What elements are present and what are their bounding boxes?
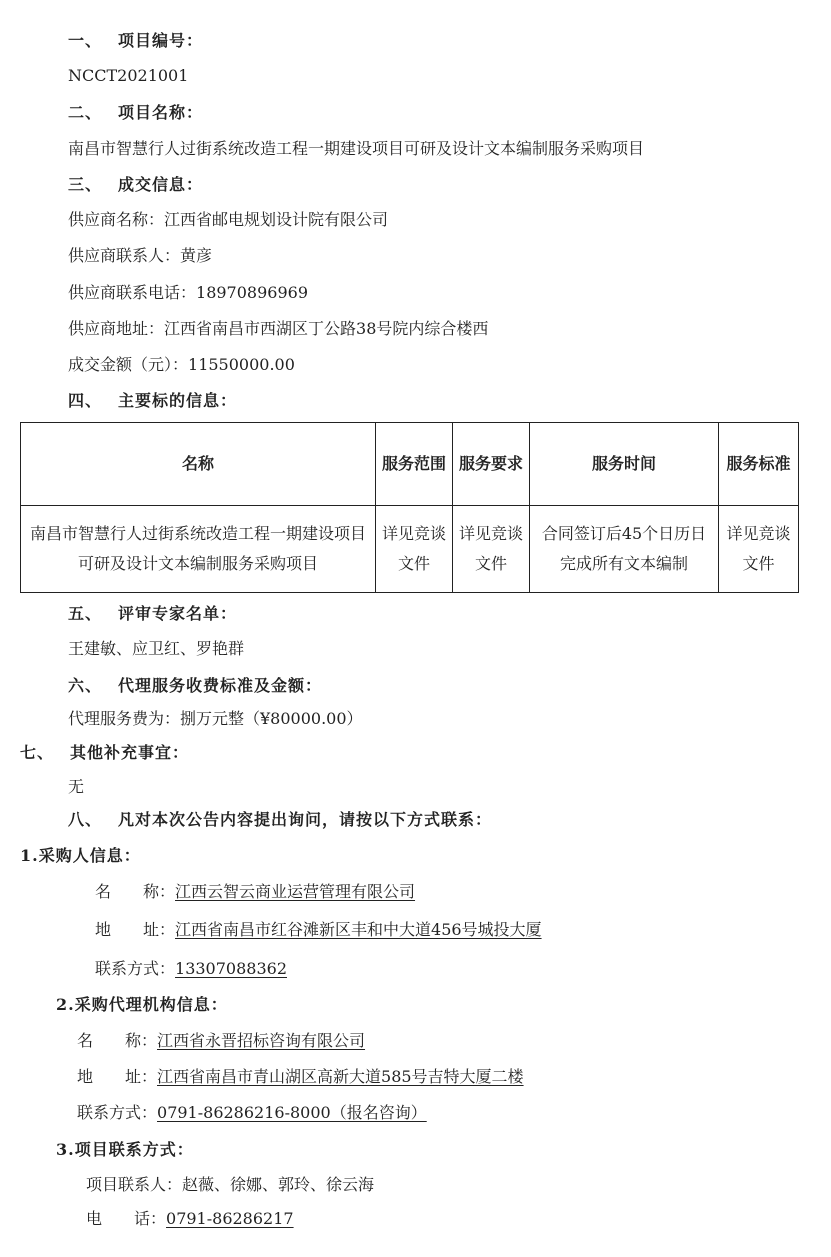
supplier-contact-row: 供应商联系人：黄彦: [68, 246, 213, 265]
project-contact-heading: 3.项目联系方式：: [56, 1140, 194, 1159]
supplier-phone-value: 18970896969: [196, 283, 308, 302]
section-4-heading: 四、 主要标的信息：: [68, 391, 238, 410]
table-cell: 详见竞谈文件: [453, 506, 530, 593]
project-contact-phone-row: 电 话：0791-86286217: [86, 1209, 294, 1228]
agency-address-row: 地 址：江西省南昌市青山湖区高新大道585号吉特大厦二楼: [77, 1067, 524, 1086]
supplier-address-value: 江西省南昌市西湖区丁公路38号院内综合楼西: [164, 319, 489, 338]
experts-list: 王建敏、应卫红、罗艳群: [68, 639, 245, 658]
table-header-cell: 服务标准: [719, 423, 799, 506]
table-header-cell: 服务要求: [453, 423, 530, 506]
project-name: 南昌市智慧行人过街系统改造工程一期建设项目可研及设计文本编制服务采购项目: [68, 139, 645, 158]
section-2-heading: 二、 项目名称：: [68, 103, 204, 122]
purchaser-heading: 1.采购人信息：: [20, 846, 141, 865]
project-number: NCCT2021001: [68, 66, 189, 85]
project-contact-people-value: 赵薇、徐娜、郭玲、徐云海: [182, 1175, 375, 1194]
purchaser-phone-value: 13307088362: [175, 959, 287, 978]
supplier-name-label: 供应商名称：: [68, 210, 165, 229]
section-3-heading: 三、 成交信息：: [68, 175, 204, 194]
award-info-table: [20, 422, 799, 593]
supplier-phone-row: 供应商联系电话：18970896969: [68, 283, 308, 302]
table-cell: 合同签订后45个日历日完成所有文本编制: [530, 506, 719, 593]
supplier-name-row: [68, 209, 388, 231]
supplier-address-row: 供应商地址：江西省南昌市西湖区丁公路38号院内综合楼西: [68, 319, 489, 338]
table-header-cell: 服务范围: [376, 423, 453, 506]
purchaser-name-value: 江西云智云商业运营管理有限公司: [175, 882, 416, 901]
agency-fee: 代理服务费为：捌万元整（¥80000.00）: [68, 709, 363, 728]
agency-name-row: 名 称：江西省永晋招标咨询有限公司: [77, 1031, 366, 1050]
table-header-cell: 服务时间: [530, 423, 719, 506]
deal-amount-row: 成交金额（元）：11550000.00: [68, 355, 295, 374]
project-contact-people-row: 项目联系人：赵薇、徐娜、郭玲、徐云海: [86, 1175, 375, 1194]
table-header-cell: 名称: [21, 423, 376, 506]
table-row: [21, 506, 799, 593]
section-6-heading: 六、 代理服务收费标准及金额：: [68, 676, 323, 695]
agency-address-value: 江西省南昌市青山湖区高新大道585号吉特大厦二楼: [157, 1067, 524, 1086]
section-8-heading: 八、 凡对本次公告内容提出询问，请按以下方式联系：: [68, 810, 493, 829]
other-matters: 无: [68, 777, 85, 796]
deal-amount-value: 11550000.00: [188, 355, 295, 374]
table-cell: 详见竞谈文件: [376, 506, 453, 593]
agency-phone-value: 0791-86286216-8000（报名咨询）: [157, 1103, 427, 1122]
project-contact-phone-value: 0791-86286217: [166, 1209, 294, 1228]
table-cell: 南昌市智慧行人过街系统改造工程一期建设项目可研及设计文本编制服务采购项目: [21, 506, 376, 593]
section-1-heading: 一、 项目编号：: [68, 31, 204, 50]
agency-heading: 2.采购代理机构信息：: [56, 995, 228, 1014]
table-cell: 详见竞谈文件: [719, 506, 799, 593]
purchaser-name-row: 名 称：江西云智云商业运营管理有限公司: [95, 882, 416, 901]
purchaser-address-row: 地 址：江西省南昌市红谷滩新区丰和中大道456号城投大厦: [95, 920, 542, 939]
agency-name-value: 江西省永晋招标咨询有限公司: [157, 1031, 366, 1050]
supplier-name-value: 江西省邮电规划设计院有限公司: [164, 210, 389, 229]
section-7-heading: 七、 其他补充事宜：: [20, 743, 190, 762]
purchaser-phone-row: 联系方式：13307088362: [95, 959, 287, 978]
supplier-contact-value: 黄彦: [180, 246, 213, 265]
purchaser-address-value: 江西省南昌市红谷滩新区丰和中大道456号城投大厦: [175, 920, 542, 939]
table-header-row: [21, 423, 799, 506]
agency-phone-row: 联系方式：0791-86286216-8000（报名咨询）: [77, 1103, 427, 1122]
section-5-heading: 五、 评审专家名单：: [68, 604, 238, 623]
